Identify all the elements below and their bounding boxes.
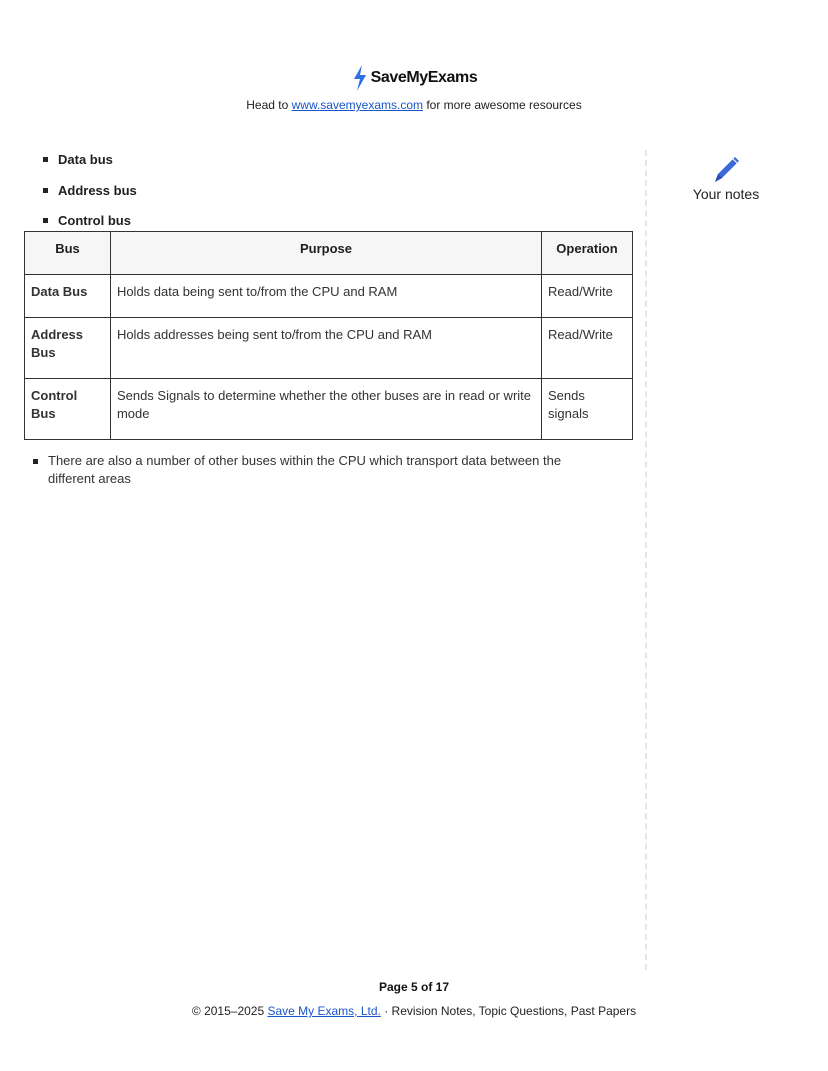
pencil-icon bbox=[709, 152, 743, 184]
brand-name: SaveMyExams bbox=[370, 69, 478, 86]
page-number: Page 5 of 17 bbox=[378, 980, 450, 994]
notes-divider bbox=[645, 150, 647, 970]
main-content bbox=[24, 150, 634, 488]
list-item: Control bus bbox=[58, 211, 634, 242]
tagline-prefix: Head to bbox=[246, 98, 292, 112]
bus-table bbox=[24, 231, 633, 440]
operation-cell: Read/Write bbox=[542, 274, 633, 317]
company-link[interactable]: Save My Exams, Ltd. bbox=[267, 1004, 381, 1018]
table-row bbox=[25, 378, 633, 439]
page-header bbox=[0, 64, 828, 112]
your-notes-panel[interactable] bbox=[680, 152, 772, 202]
list-item: Address bus bbox=[58, 181, 634, 212]
copyright bbox=[0, 1004, 828, 1018]
operation-cell: Read/Write bbox=[542, 317, 633, 378]
page-footer bbox=[0, 980, 828, 1018]
purpose-cell: Holds addresses being sent to/from the CPU and RAM bbox=[110, 317, 541, 378]
table-row bbox=[25, 274, 633, 317]
bus-list bbox=[24, 150, 634, 242]
table-row bbox=[25, 317, 633, 378]
extra-notes-list bbox=[24, 452, 634, 488]
column-header-purpose: Purpose bbox=[110, 231, 541, 274]
brand-logo[interactable] bbox=[351, 64, 478, 92]
list-item: There are also a number of other buses within the CPU which transport data between the different areas bbox=[48, 452, 608, 488]
tagline-suffix: for more awesome resources bbox=[423, 98, 582, 112]
column-header-bus: Bus bbox=[25, 231, 111, 274]
copyright-suffix: · Revision Notes, Topic Questions, Past Papers bbox=[380, 1004, 637, 1018]
notes-label: Your notes bbox=[692, 186, 760, 202]
bus-name-cell: Control Bus bbox=[25, 378, 111, 439]
copyright-prefix: © 2015–2025 bbox=[191, 1004, 268, 1018]
column-header-operation: Operation bbox=[542, 231, 633, 274]
bus-name-cell: Address Bus bbox=[25, 317, 111, 378]
lightning-bolt-icon bbox=[351, 65, 369, 91]
tagline bbox=[0, 98, 828, 112]
operation-cell: Sends signals bbox=[542, 378, 633, 439]
purpose-cell: Holds data being sent to/from the CPU and RAM bbox=[110, 274, 541, 317]
bus-name-cell: Data Bus bbox=[25, 274, 111, 317]
list-item: Data bus bbox=[58, 150, 634, 181]
website-link[interactable]: www.savemyexams.com bbox=[291, 98, 423, 112]
purpose-cell: Sends Signals to determine whether the other buses are in read or write mode bbox=[110, 378, 541, 439]
